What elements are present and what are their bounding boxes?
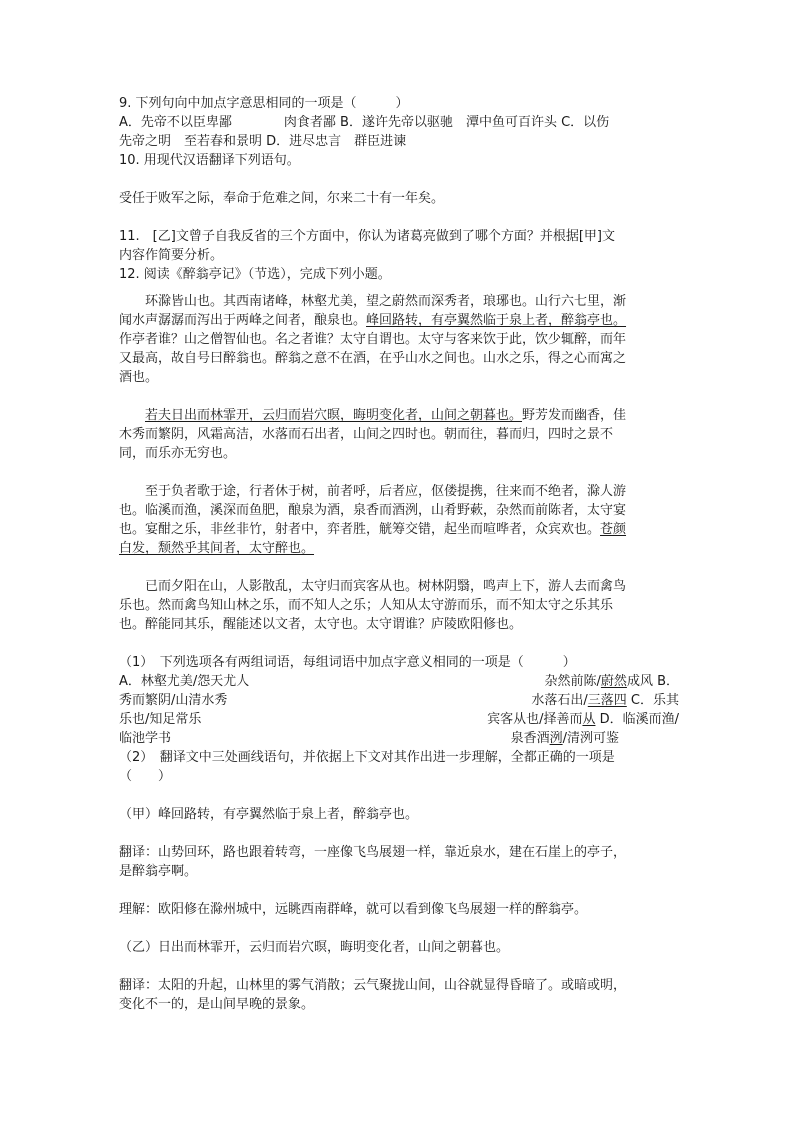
- question-9-options-line2: 先帝之明 至若春和景明 D．进尽忠言 群臣进谏: [119, 134, 407, 149]
- passage-line: 也。醉能同其乐，醒能述以文者，太守也。太守谓谁？庐陵欧阳修也。: [119, 617, 523, 632]
- question-12-stem: 12. 阅读《醉翁亭记》（节选），完成下列小题。: [119, 267, 391, 282]
- spacer: [119, 387, 679, 406]
- underlined-sentence-2: 若夫日出而林霏开，云归而岩穴暝，晦明变化者，山间之朝暮也。: [145, 408, 523, 423]
- passage-line: 酒也。: [119, 370, 159, 385]
- option-part: /清洌可鉴: [562, 731, 619, 746]
- sub-question-1-stem: （1） 下列选项各有两组词语，每组词语中加点字意义相同的一项是（ ）: [119, 655, 576, 670]
- spacer: [119, 824, 679, 843]
- option-text: 临池学书: [119, 731, 172, 746]
- option-text: 秀而繁阴/山清水秀: [119, 693, 228, 708]
- document-content: [119, 94, 679, 1014]
- answer-a-translation: 翻译：山势回环，路也跟着转弯，一座像飞鸟展翅一样，靠近泉水，建在石崖上的亭子，: [119, 845, 627, 860]
- option-underlined: 洌: [549, 731, 563, 746]
- answer-a-quote: （甲）峰回路转，有亭翼然临于泉上者，醉翁亭也。: [119, 807, 419, 822]
- passage-text: 野芳发而幽香，佳: [522, 408, 627, 423]
- spacer: [119, 919, 679, 938]
- spacer: [119, 881, 679, 900]
- sub-question-2-paren: （ ）: [119, 769, 172, 784]
- option-text: A．林壑尤美/怨天尤人: [119, 674, 250, 689]
- passage-paragraph-1: [119, 292, 679, 387]
- passage-text: 也。宴酣之乐，非丝非竹，射者中，弈者胜，觥筹交错，起坐而喧哗者，众宾欢也。: [119, 522, 601, 537]
- spacer: [119, 634, 679, 653]
- answer-b-translation: 翻译：太阳的升起，山林里的雾气消散；云气聚拢山间，山谷就显得昏暗了。或暗或明，: [119, 978, 627, 993]
- option-part: D．临溪而渔/: [595, 712, 679, 727]
- spacer: [119, 208, 679, 227]
- passage-line: 至于负者歌于途，行者休于树，前者呼，后者应，伛偻提携，往来而不绝者，滁人游: [145, 484, 627, 499]
- passage-text: 闻水声潺潺而泻出于两峰之间者，酿泉也。: [119, 313, 367, 328]
- answer-a-translation: 是醉翁亭啊。: [119, 864, 198, 879]
- passage-line: 又最高，故自号曰醉翁也。醉翁之意不在酒，在乎山水之间也。山水之乐，得之心而寓之: [119, 351, 627, 366]
- option-part: 杂然前陈/: [544, 674, 601, 689]
- question-11-line2: 内容作简要分析。: [119, 248, 224, 263]
- sub-question-1-row: [119, 710, 679, 729]
- spacer: [119, 786, 679, 805]
- spacer: [119, 957, 679, 976]
- passage-line: [119, 539, 679, 558]
- spacer: [119, 463, 679, 482]
- spacer: [119, 558, 679, 577]
- sub-question-2-stem: （2） 翻译文中三处画线语句，并依据上下文对其作出进一步理解，全都正确的一项是: [119, 750, 615, 765]
- passage-line: 作亭者谁？山之僧智仙也。名之者谁？太守自谓也。太守与客来饮于此，饮少辄醉，而年: [119, 332, 627, 347]
- passage-paragraph-2: [119, 406, 679, 463]
- option-part: C．乐其: [626, 693, 679, 708]
- option-underlined: 蔚然: [600, 674, 627, 689]
- option-text: [511, 729, 619, 748]
- question-10-sentence: 受任于败军之际，奉命于危难之间，尔来二十有一年矣。: [119, 191, 445, 206]
- answer-b-translation: 变化不一的，是山间早晚的景象。: [119, 997, 315, 1012]
- option-part: 水落石出/: [531, 693, 588, 708]
- passage-line: 已而夕阳在山，人影散乱，太守归而宾客从也。树林阴翳，鸣声上下，游人去而禽鸟: [145, 579, 627, 594]
- sub-question-1-row: [119, 672, 679, 691]
- option-part: 宾客从也/择善而: [487, 712, 583, 727]
- question-11-line1: 11. [乙]文曾子自我反省的三个方面中，你认为诸葛亮做到了哪个方面？并根据[甲]文: [119, 229, 615, 244]
- option-underlined: 从: [582, 712, 596, 727]
- passage-line: [119, 311, 679, 330]
- question-9-stem: 9. 下列句向中加点字意思相同的一项是（ ）: [119, 96, 409, 111]
- option-part: 成风 B．: [626, 674, 679, 689]
- passage-line: 环滁皆山也。其西南诸峰，林壑尤美，望之蔚然而深秀者，琅琊也。山行六七里，渐: [145, 294, 627, 309]
- passage-paragraph-3: [119, 482, 679, 558]
- passage-line: [119, 406, 679, 425]
- sub-question-1-row: [119, 729, 679, 748]
- passage-paragraph-4: [119, 577, 679, 634]
- passage-line: 木秀而繁阴，风霜高洁，水落而石出者，山间之四时也。朝而往，暮而归，四时之景不: [119, 427, 614, 442]
- passage-line: [119, 520, 679, 539]
- option-text: [545, 672, 679, 691]
- underlined-sentence-1: 峰回路转，有亭翼然临于泉上者，醉翁亭也。: [366, 313, 627, 328]
- option-underlined: 三落四: [587, 693, 627, 708]
- option-part: 泉香酒: [510, 731, 550, 746]
- underlined-sentence-3a: 苍颜: [600, 522, 627, 537]
- question-10-stem: 10. 用现代汉语翻译下列语句。: [119, 153, 300, 168]
- option-text: [531, 691, 679, 710]
- sub-question-1-row: [119, 691, 679, 710]
- answer-b-quote: （乙）日出而林霏开，云归而岩穴暝，晦明变化者，山间之朝暮也。: [119, 940, 510, 955]
- question-9-options-line1: A．先帝不以臣卑鄙 肉食者鄙 B．遂许先帝以驱驰 潭中鱼可百许头 C．以伤: [119, 115, 610, 130]
- option-text: [487, 710, 679, 729]
- passage-line: 也。临溪而渔，溪深而鱼肥，酿泉为酒，泉香而酒洌，山肴野蔌，杂然而前陈者，太守宴: [119, 503, 627, 518]
- spacer: [119, 170, 679, 189]
- passage-line: 同，而乐亦无穷也。: [119, 446, 237, 461]
- underlined-sentence-3b: 白发，颓然乎其间者，太守醉也。: [119, 541, 315, 556]
- passage-line: 乐也。然而禽鸟知山林之乐，而不知人之乐；人知从太守游而乐，而不知太守之乐其乐: [119, 598, 614, 613]
- spacer: [119, 284, 679, 292]
- option-text: 乐也/知足常乐: [119, 712, 202, 727]
- answer-a-understanding: 理解：欧阳修在滁州城中，远眺西南群峰，就可以看到像飞鸟展翅一样的醉翁亭。: [119, 902, 588, 917]
